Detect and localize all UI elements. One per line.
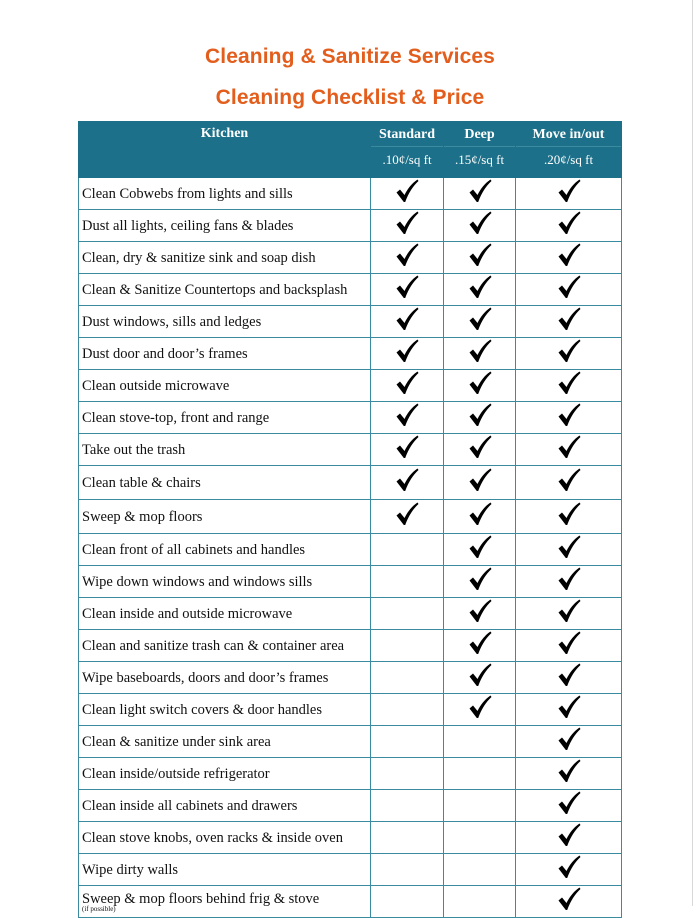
task-label: Take out the trash: [82, 441, 186, 458]
deep-check-cell: [444, 500, 516, 534]
deep-check-cell: [444, 274, 516, 306]
move-check-cell: [516, 534, 622, 566]
table-row: [79, 210, 622, 242]
deep-check-cell: [444, 242, 516, 274]
header-deep-label: Deep: [464, 127, 495, 142]
move-check-cell: [516, 886, 622, 918]
task-label: Clean & Sanitize Countertops and backsplash: [82, 281, 348, 298]
task-cell: [79, 338, 371, 370]
checkmark-icon: [394, 370, 420, 396]
checkmark-icon: [394, 306, 420, 332]
table-row: [79, 662, 622, 694]
table-row: [79, 242, 622, 274]
standard-check-cell: [371, 306, 444, 338]
standard-check-cell: [371, 466, 444, 500]
header-move-price: .20¢/sq ft: [516, 146, 621, 173]
task-label: Wipe down windows and windows sills: [82, 573, 313, 590]
task-cell: [79, 854, 371, 886]
task-label: Clean & sanitize under sink area: [82, 733, 271, 750]
checkmark-icon: [467, 694, 493, 720]
checkmark-icon: [394, 338, 420, 364]
deep-check-cell: [444, 854, 516, 886]
checkmark-icon: [467, 598, 493, 624]
deep-check-cell: [444, 758, 516, 790]
checkmark-icon: [556, 694, 582, 720]
move-check-cell: [516, 662, 622, 694]
standard-check-cell: [371, 662, 444, 694]
checkmark-icon: [394, 501, 420, 527]
deep-check-cell: [444, 402, 516, 434]
task-cell: [79, 758, 371, 790]
checkmark-icon: [556, 630, 582, 656]
standard-check-cell: [371, 886, 444, 918]
header-deep-price: .15¢/sq ft: [444, 146, 515, 173]
checkmark-icon: [556, 886, 582, 912]
deep-check-cell: [444, 434, 516, 466]
header-kitchen: [79, 122, 371, 178]
checkmark-icon: [556, 306, 582, 332]
move-check-cell: [516, 402, 622, 434]
task-label: Clean light switch covers & door handles: [82, 701, 323, 718]
header-standard-price: .10¢/sq ft: [371, 146, 443, 173]
deep-check-cell: [444, 370, 516, 402]
table-row: [79, 886, 622, 918]
move-check-cell: [516, 210, 622, 242]
task-label: Clean front of all cabinets and handles: [82, 541, 306, 558]
move-check-cell: [516, 178, 622, 210]
task-cell: [79, 694, 371, 726]
move-check-cell: [516, 242, 622, 274]
task-label: Clean stove knobs, oven racks & inside oven: [82, 829, 343, 846]
move-check-cell: [516, 726, 622, 758]
table-row: [79, 534, 622, 566]
checkmark-icon: [556, 210, 582, 236]
task-cell: [79, 630, 371, 662]
checkmark-icon: [467, 630, 493, 656]
checkmark-icon: [467, 566, 493, 592]
cleaning-checklist-table: [78, 121, 622, 918]
deep-check-cell: [444, 338, 516, 370]
table-row: [79, 630, 622, 662]
table-row: [79, 274, 622, 306]
table-row: [79, 758, 622, 790]
deep-check-cell: [444, 598, 516, 630]
checkmark-icon: [556, 242, 582, 268]
table-row: [79, 178, 622, 210]
checklist-body: [79, 178, 622, 918]
standard-check-cell: [371, 854, 444, 886]
checkmark-icon: [467, 338, 493, 364]
standard-check-cell: [371, 726, 444, 758]
table-row: [79, 402, 622, 434]
checkmark-icon: [467, 662, 493, 688]
standard-check-cell: [371, 434, 444, 466]
move-check-cell: [516, 434, 622, 466]
standard-check-cell: [371, 598, 444, 630]
task-cell: [79, 598, 371, 630]
checkmark-icon: [556, 434, 582, 460]
standard-check-cell: [371, 694, 444, 726]
deep-check-cell: [444, 178, 516, 210]
task-cell: [79, 274, 371, 306]
checkmark-icon: [467, 306, 493, 332]
page-title: Cleaning & Sanitize Services: [205, 45, 495, 68]
task-cell: [79, 178, 371, 210]
task-cell: [79, 434, 371, 466]
standard-check-cell: [371, 274, 444, 306]
standard-check-cell: [371, 758, 444, 790]
deep-check-cell: [444, 790, 516, 822]
task-label: Clean inside/outside refrigerator: [82, 765, 270, 782]
page-subtitle: Cleaning Checklist & Price: [215, 86, 485, 109]
task-cell: [79, 242, 371, 274]
task-cell: [79, 790, 371, 822]
standard-check-cell: [371, 338, 444, 370]
task-label: Clean inside all cabinets and drawers: [82, 797, 298, 814]
standard-check-cell: [371, 370, 444, 402]
checkmark-icon: [556, 854, 582, 880]
standard-check-cell: [371, 242, 444, 274]
checkmark-icon: [556, 274, 582, 300]
standard-check-cell: [371, 630, 444, 662]
checkmark-icon: [556, 566, 582, 592]
task-label: Sweep & mop floors behind frig & stove: [82, 891, 320, 907]
checkmark-icon: [556, 822, 582, 848]
header-move: [516, 122, 622, 178]
standard-check-cell: [371, 534, 444, 566]
header-standard: [371, 122, 444, 178]
checkmark-icon: [467, 402, 493, 428]
task-label: Dust door and door’s frames: [82, 345, 248, 362]
checkmark-icon: [467, 210, 493, 236]
deep-check-cell: [444, 726, 516, 758]
task-label: Clean stove-top, front and range: [82, 409, 270, 426]
task-cell: [79, 370, 371, 402]
move-check-cell: [516, 274, 622, 306]
table-row: [79, 790, 622, 822]
task-cell: [79, 500, 371, 534]
standard-check-cell: [371, 822, 444, 854]
move-check-cell: [516, 790, 622, 822]
checkmark-icon: [394, 467, 420, 493]
checkmark-icon: [556, 402, 582, 428]
move-check-cell: [516, 854, 622, 886]
checkmark-icon: [556, 178, 582, 204]
table-row: [79, 822, 622, 854]
header-move-label: Move in/out: [532, 127, 605, 142]
checkmark-icon: [467, 534, 493, 560]
task-cell: [79, 822, 371, 854]
task-label: Clean table & chairs: [82, 474, 201, 491]
checkmark-icon: [467, 370, 493, 396]
task-cell: [79, 402, 371, 434]
task-cell: [79, 566, 371, 598]
deep-check-cell: [444, 694, 516, 726]
standard-check-cell: [371, 500, 444, 534]
checkmark-icon: [556, 338, 582, 364]
task-label: Dust windows, sills and ledges: [82, 313, 262, 330]
move-check-cell: [516, 466, 622, 500]
move-check-cell: [516, 370, 622, 402]
table-row: [79, 598, 622, 630]
checkmark-icon: [467, 467, 493, 493]
move-check-cell: [516, 306, 622, 338]
table-row: [79, 854, 622, 886]
task-cell: [79, 534, 371, 566]
header-row: [79, 122, 622, 178]
checkmark-icon: [556, 758, 582, 784]
move-check-cell: [516, 694, 622, 726]
task-label: Wipe baseboards, doors and door’s frames: [82, 669, 329, 686]
task-cell: [79, 886, 371, 918]
task-label: Clean inside and outside microwave: [82, 605, 293, 622]
deep-check-cell: [444, 210, 516, 242]
checkmark-icon: [556, 726, 582, 752]
checkmark-icon: [556, 501, 582, 527]
checkmark-icon: [467, 501, 493, 527]
deep-check-cell: [444, 886, 516, 918]
deep-check-cell: [444, 822, 516, 854]
checkmark-icon: [394, 274, 420, 300]
move-check-cell: [516, 500, 622, 534]
table-row: [79, 500, 622, 534]
move-check-cell: [516, 630, 622, 662]
task-label: Dust all lights, ceiling fans & blades: [82, 217, 294, 234]
task-cell: [79, 662, 371, 694]
task-note: (if possible): [82, 905, 116, 913]
table-row: [79, 466, 622, 500]
standard-check-cell: [371, 178, 444, 210]
checkmark-icon: [556, 662, 582, 688]
deep-check-cell: [444, 534, 516, 566]
table-row: [79, 338, 622, 370]
deep-check-cell: [444, 566, 516, 598]
move-check-cell: [516, 598, 622, 630]
checkmark-icon: [394, 210, 420, 236]
checkmark-icon: [556, 598, 582, 624]
checkmark-icon: [467, 434, 493, 460]
move-check-cell: [516, 338, 622, 370]
table-row: [79, 566, 622, 598]
checkmark-icon: [556, 790, 582, 816]
table-row: [79, 370, 622, 402]
checkmark-icon: [394, 178, 420, 204]
task-label: Clean, dry & sanitize sink and soap dish: [82, 249, 316, 266]
move-check-cell: [516, 758, 622, 790]
deep-check-cell: [444, 662, 516, 694]
task-label: Sweep & mop floors: [82, 508, 203, 525]
checkmark-icon: [556, 534, 582, 560]
standard-check-cell: [371, 790, 444, 822]
standard-check-cell: [371, 566, 444, 598]
header-standard-label: Standard: [378, 127, 436, 142]
header-kitchen-label: Kitchen: [200, 126, 249, 141]
table-row: [79, 306, 622, 338]
checkmark-icon: [467, 178, 493, 204]
checkmark-icon: [394, 402, 420, 428]
task-cell: [79, 466, 371, 500]
header-deep: [444, 122, 516, 178]
task-cell: [79, 210, 371, 242]
task-cell: [79, 306, 371, 338]
table-row: [79, 434, 622, 466]
checkmark-icon: [394, 434, 420, 460]
task-label: Wipe dirty walls: [82, 861, 179, 878]
table-row: [79, 726, 622, 758]
task-cell: [79, 726, 371, 758]
deep-check-cell: [444, 306, 516, 338]
checkmark-icon: [556, 370, 582, 396]
checkmark-icon: [394, 242, 420, 268]
table-row: [79, 694, 622, 726]
checkmark-icon: [467, 242, 493, 268]
task-label: Clean outside microwave: [82, 377, 230, 394]
move-check-cell: [516, 566, 622, 598]
task-label: Clean Cobwebs from lights and sills: [82, 185, 293, 202]
move-check-cell: [516, 822, 622, 854]
standard-check-cell: [371, 210, 444, 242]
checkmark-icon: [556, 467, 582, 493]
deep-check-cell: [444, 466, 516, 500]
task-label: Clean and sanitize trash can & container area: [82, 637, 345, 654]
checkmark-icon: [467, 274, 493, 300]
deep-check-cell: [444, 630, 516, 662]
standard-check-cell: [371, 402, 444, 434]
